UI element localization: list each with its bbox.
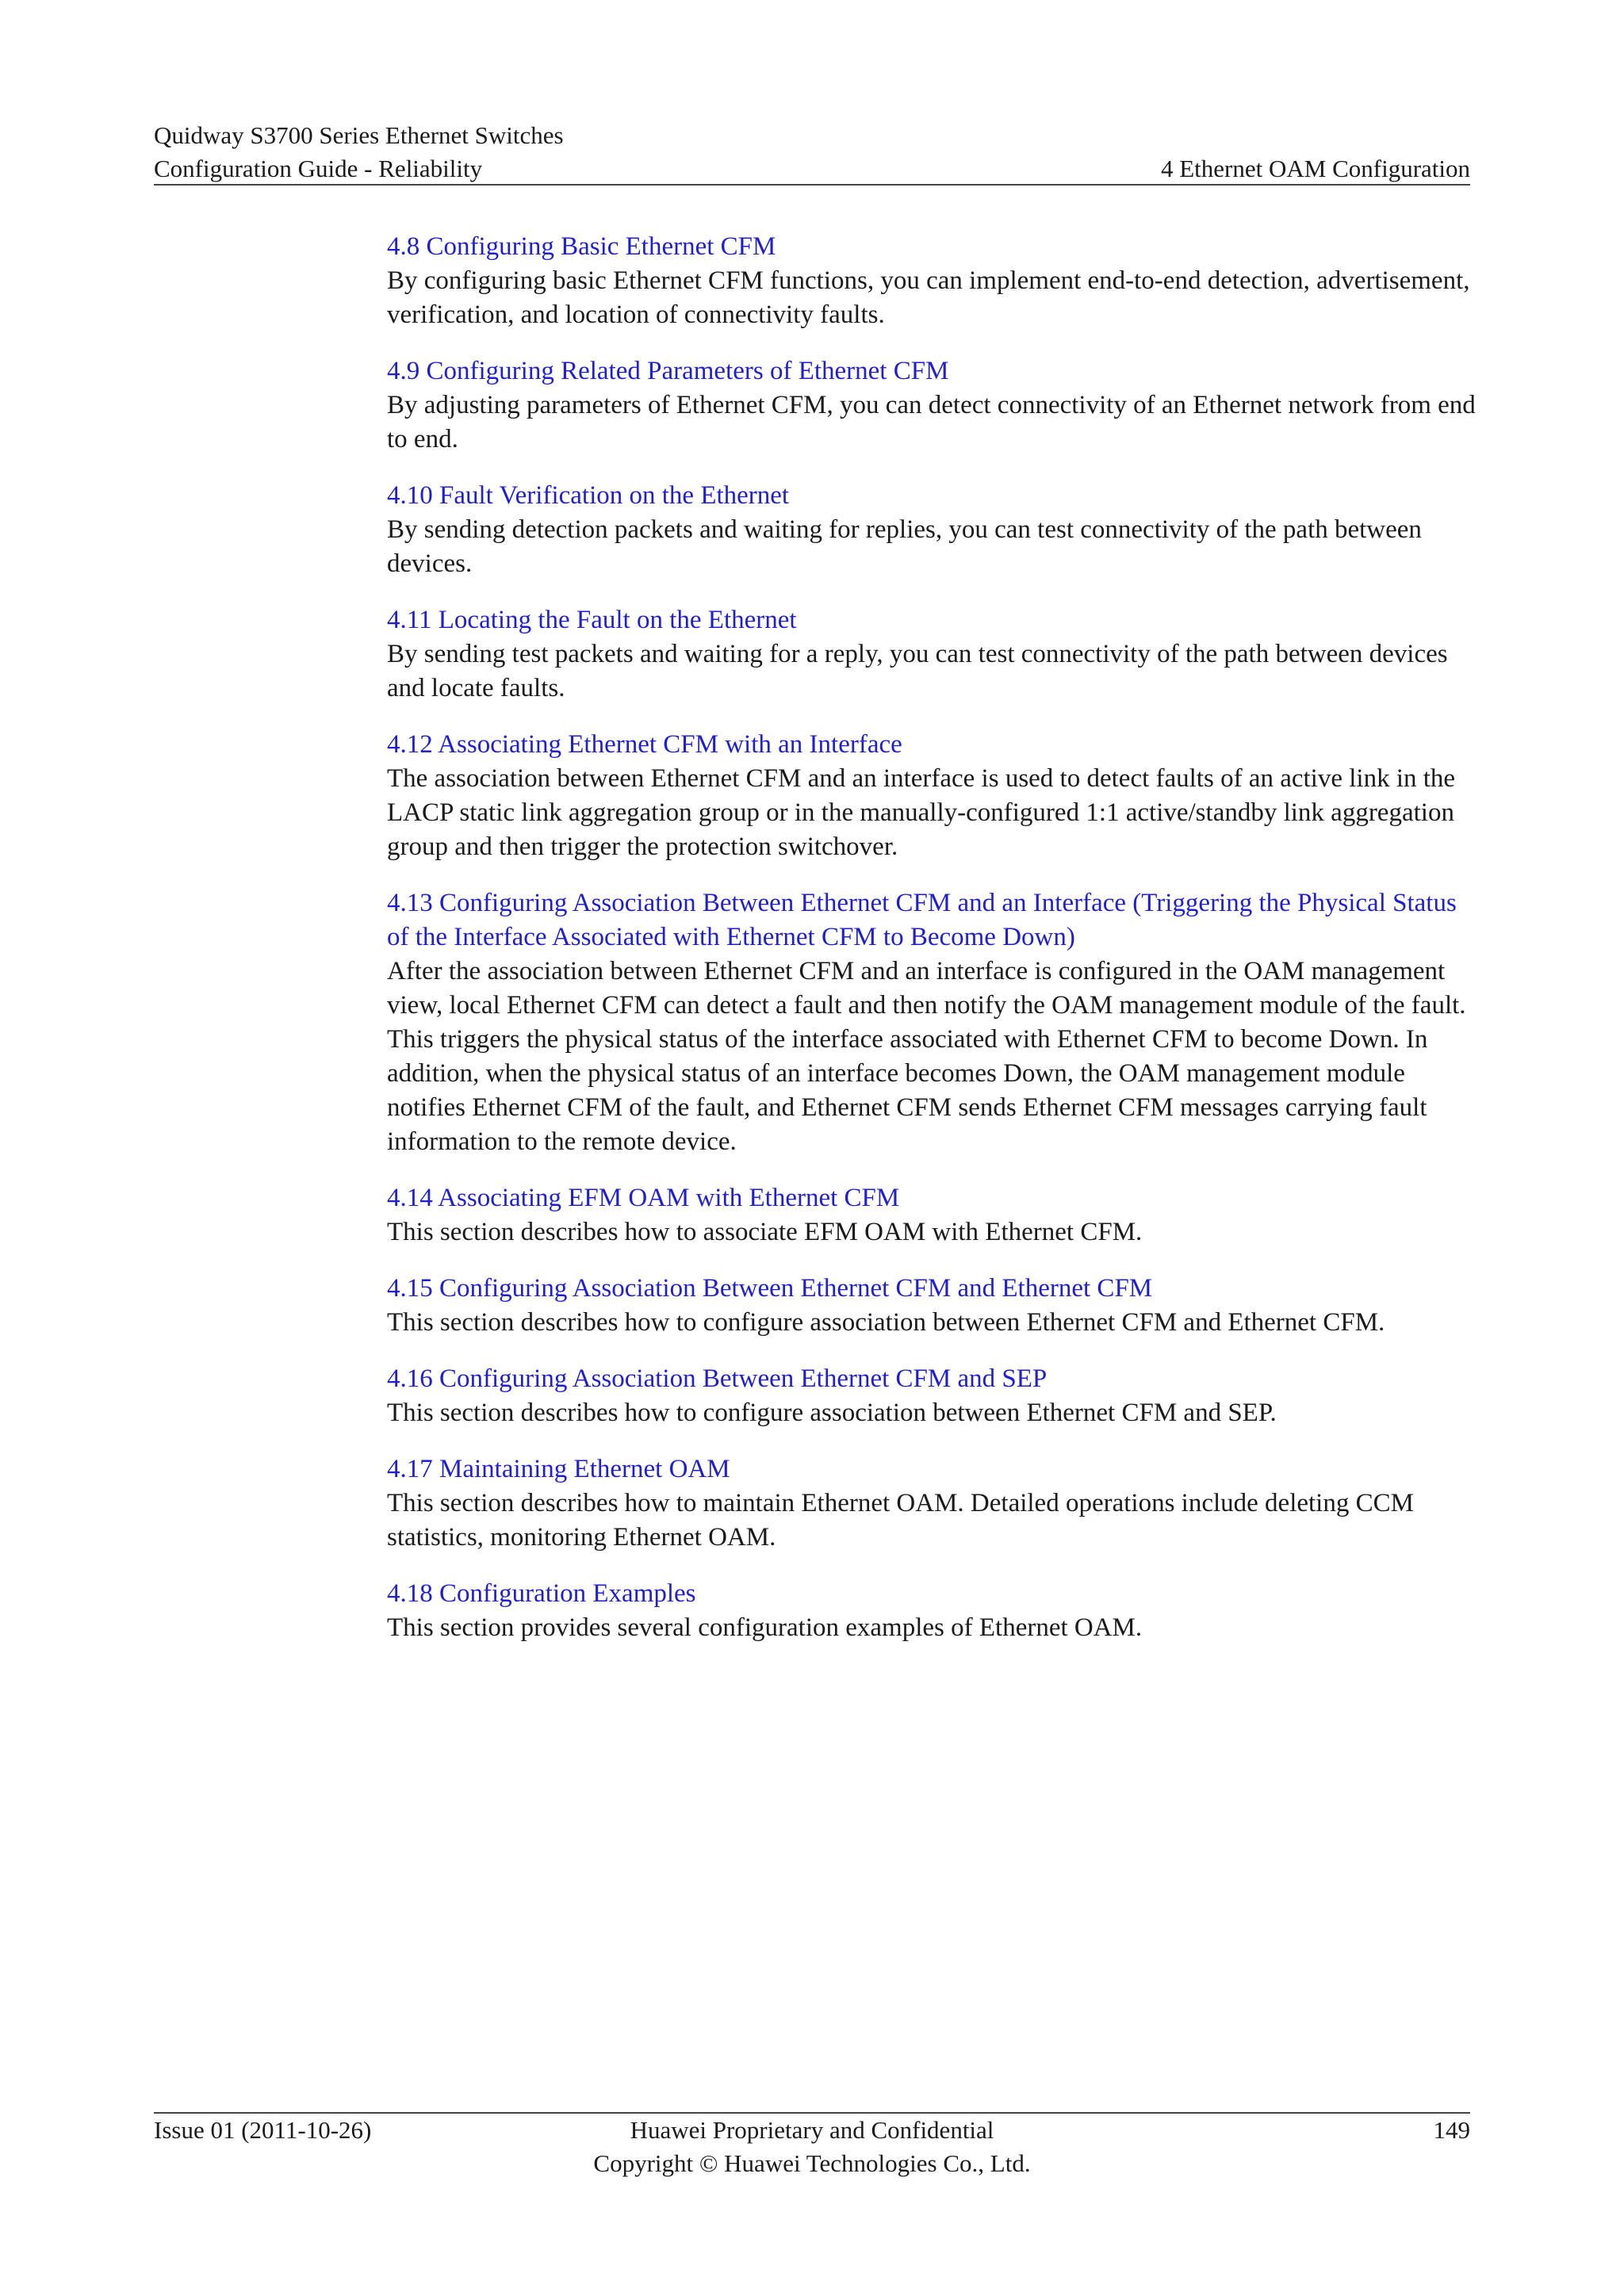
footer-confidential: Huawei Proprietary and Confidential [630, 2116, 994, 2144]
section-description: After the association between Ethernet CFM and an interface is configured in the OAM management view, local Ethernet CFM can detect a fault and then notify the OAM management module of the fault. This triggers the physical status of the interface associated with Ethernet CFM to become Down. In addition, when the physical status of an interface becomes Down, the OAM management module notifies Ethernet CFM of the fault, and Ethernet CFM sends Ethernet CFM messages carrying fault information to the remote device. [387, 957, 1466, 1156]
section-description: This section describes how to configure association between Ethernet CFM and SEP. [387, 1399, 1277, 1427]
list-item [387, 603, 1481, 706]
section-link-4-13[interactable]: 4.13 Configuring Association Between Ethernet CFM and an Interface (Triggering the Physical Status of the Interface Associated with Ethernet CFM to Become Down) [387, 889, 1457, 951]
list-item [387, 886, 1481, 1159]
list-item [387, 728, 1481, 864]
section-link-4-12[interactable]: 4.12 Associating Ethernet CFM with an Interface [387, 730, 902, 759]
page-number: 149 [1433, 2116, 1470, 2144]
section-link-4-8[interactable]: 4.8 Configuring Basic Ethernet CFM [387, 232, 776, 261]
list-item [387, 1181, 1481, 1249]
page-footer [154, 2114, 1470, 2180]
footer-issue: Issue 01 (2011-10-26) [154, 2116, 372, 2144]
section-link-4-10[interactable]: 4.10 Fault Verification on the Ethernet [387, 481, 790, 510]
section-description: This section describes how to associate EFM OAM with Ethernet CFM. [387, 1218, 1143, 1246]
section-link-4-16[interactable]: 4.16 Configuring Association Between Ethernet CFM and SEP [387, 1364, 1048, 1393]
section-link-4-11[interactable]: 4.11 Locating the Fault on the Ethernet [387, 606, 797, 634]
footer-row [154, 2114, 1470, 2147]
footer-copyright: Copyright © Huawei Technologies Co., Ltd. [593, 2149, 1031, 2177]
section-description: This section provides several configuration examples of Ethernet OAM. [387, 1613, 1143, 1642]
section-description: By sending detection packets and waiting for replies, you can test connectivity of the path between devices. [387, 515, 1422, 578]
section-description: By sending test packets and waiting for a reply, you can test connectivity of the path between devices and locate faults. [387, 640, 1448, 702]
section-link-4-9[interactable]: 4.9 Configuring Related Parameters of Ethernet CFM [387, 357, 949, 385]
list-item [387, 1362, 1481, 1430]
list-item [387, 1577, 1481, 1645]
footer-row [154, 2147, 1470, 2180]
header-product: Quidway S3700 Series Ethernet Switches [154, 121, 564, 149]
page-header [154, 119, 1470, 186]
section-description: By configuring basic Ethernet CFM functions, you can implement end-to-end detection, advertisement, verification, and location of connectivity faults. [387, 266, 1470, 329]
list-item [387, 479, 1481, 581]
section-link-4-15[interactable]: 4.15 Configuring Association Between Ethernet CFM and Ethernet CFM [387, 1274, 1153, 1303]
section-description: The association between Ethernet CFM and an interface is used to detect faults of an active link in the LACP static link aggregation group or in the manually-configured 1:1 active/standby link aggregation group and then trigger the protection switchover. [387, 764, 1456, 861]
section-link-4-18[interactable]: 4.18 Configuration Examples [387, 1579, 696, 1608]
header-row [154, 152, 1470, 186]
list-item [387, 1272, 1481, 1340]
section-list [387, 230, 1481, 1667]
header-chapter: 4 Ethernet OAM Configuration [1160, 155, 1470, 182]
section-description: This section describes how to configure association between Ethernet CFM and Ethernet CFM. [387, 1308, 1385, 1337]
header-divider [154, 184, 1470, 186]
section-link-4-17[interactable]: 4.17 Maintaining Ethernet OAM [387, 1455, 730, 1483]
list-item [387, 1452, 1481, 1555]
section-description: By adjusting parameters of Ethernet CFM, you can detect connectivity of an Ethernet network from end to end. [387, 391, 1476, 453]
section-link-4-14[interactable]: 4.14 Associating EFM OAM with Ethernet CFM [387, 1184, 900, 1212]
section-description: This section describes how to maintain Ethernet OAM. Detailed operations include deleting CCM statistics, monitoring Ethernet OAM. [387, 1489, 1414, 1552]
list-item [387, 230, 1481, 332]
header-guide: Configuration Guide - Reliability [154, 155, 483, 182]
list-item [387, 354, 1481, 457]
